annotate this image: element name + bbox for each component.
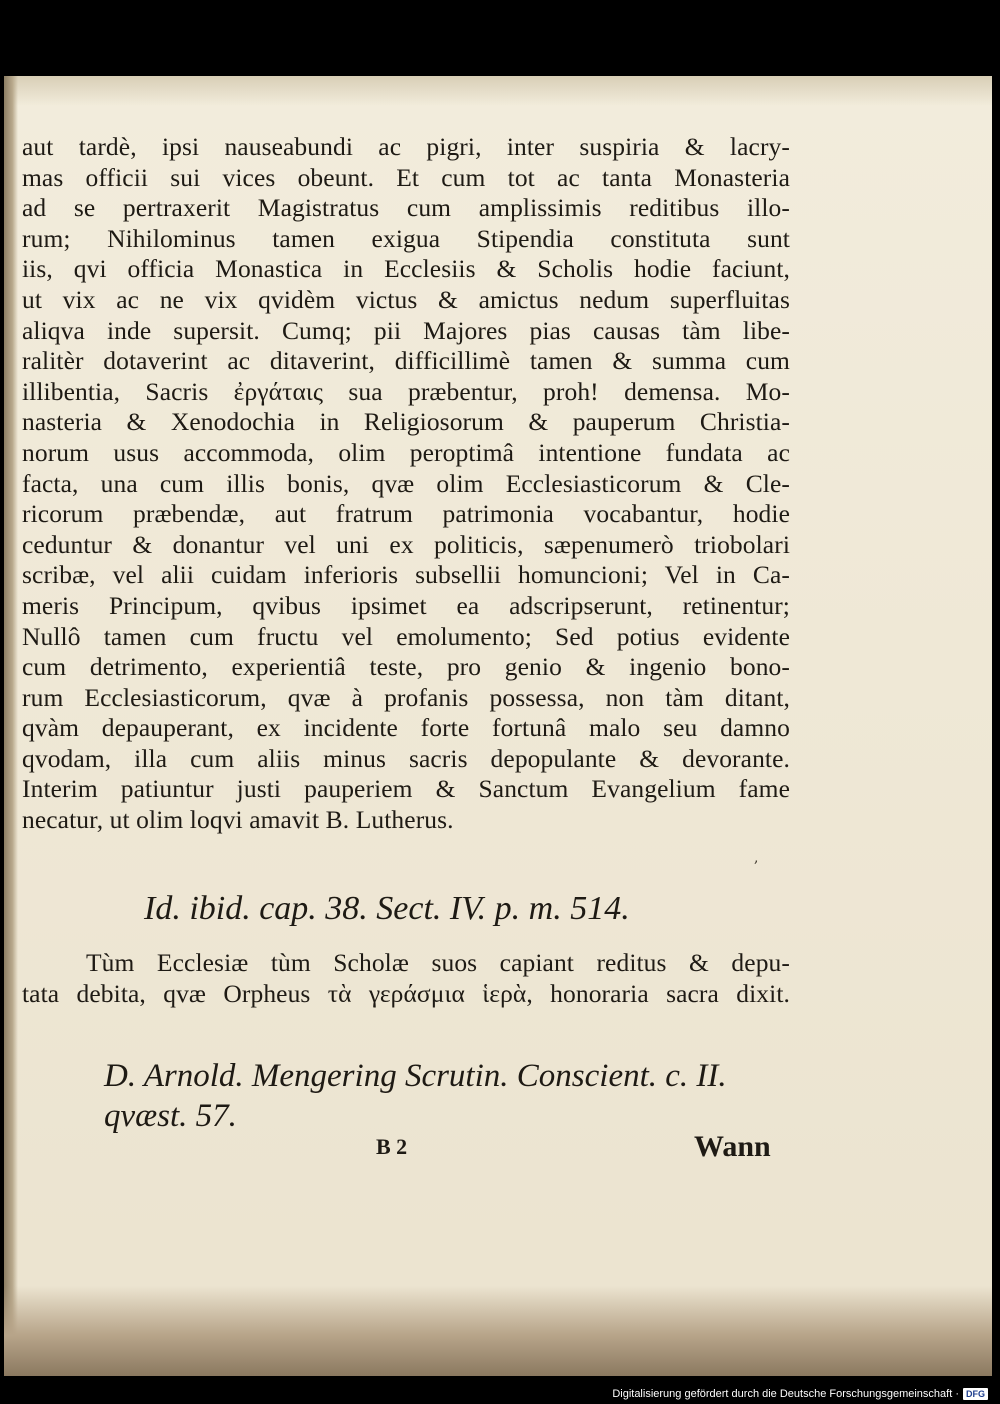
page-top-shadow: [4, 76, 992, 106]
paragraph-1: [22, 132, 790, 836]
text-line: meris Principum, qvibus ipsimet ea adscripserunt, retinentur;: [22, 590, 790, 620]
text-line: Nullô tamen cum fructu vel emolumento; Sed potius evidente: [22, 621, 790, 651]
catchword: Wann: [694, 1130, 771, 1163]
scanned-page: [4, 76, 992, 1376]
reference-line: qvæst. 57.: [104, 1098, 237, 1134]
text-line: norum usus accommoda, olim peroptimâ intentione fundata ac: [22, 437, 790, 467]
paragraph-2: [22, 948, 790, 1009]
signature-mark: B 2: [376, 1134, 408, 1159]
reference-line: D. Arnold. Mengering Scrutin. Conscient. c. II.: [104, 1058, 727, 1094]
text-line: ralitèr dotaverint ac ditaverint, difficillimè tamen & summa cum: [22, 346, 790, 376]
citation-heading: Id. ibid. cap. 38. Sect. IV. p. m. 514.: [144, 890, 630, 927]
text-line: nasteria & Xenodochia in Religiosorum & pauperum Christia-: [22, 407, 790, 437]
text-line: facta, una cum illis bonis, qvæ olim Ecclesiasticorum & Cle-: [22, 468, 790, 498]
text-line: ut vix ac ne vix qvidèm victus & amictus nedum superfluitas: [22, 284, 790, 314]
text-line: necatur, ut olim loqvi amavit B. Lutherus.: [22, 805, 454, 835]
text-line: ricorum præbendæ, aut fratrum patrimonia vocabantur, hodie: [22, 499, 790, 529]
text-line: Tùm Ecclesiæ tùm Scholæ suos capiant reditus & depu-: [86, 948, 790, 977]
reference-citation: [104, 1056, 727, 1136]
text-line: tata debita, qvæ Orpheus τὰ γεράσμια ἱερὰ, honoraria sacra dixit.: [22, 978, 790, 1008]
page-bottom-edge: [4, 1286, 992, 1376]
text-line: illibentia, Sacris ἐργάταις sua præbentur, proh! demensa. Mo-: [22, 376, 790, 406]
text-line: iis, qvi officia Monastica in Ecclesiis & Scholis hodie faciunt,: [22, 254, 790, 284]
text-line: qvodam, illa cum aliis minus sacris depopulante & devorante.: [22, 743, 790, 773]
text-line: Interim patiuntur justi pauperiem & Sanctum Evangelium fame: [22, 774, 790, 804]
text-line: cum detrimento, experientiâ teste, pro genio & ingenio bono-: [22, 652, 790, 682]
text-line: ad se pertraxerit Magistratus cum amplissimis reditibus illo-: [22, 193, 790, 223]
text-line: mas officii sui vices obeunt. Et cum tot ac tanta Monasteria: [22, 162, 790, 192]
dfg-logo: DFG: [963, 1388, 988, 1400]
text-line: ceduntur & donantur vel uni ex politicis, sæpenumerò triobolari: [22, 529, 790, 559]
text-line: rum Ecclesiasticorum, qvæ à profanis possessa, non tàm ditant,: [22, 682, 790, 712]
text-line: qvàm depauperant, ex incidente forte fortunâ malo seu damno: [22, 713, 790, 743]
footer-text: Digitalisierung gefördert durch die Deutsche Forschungsgemeinschaft ·: [612, 1388, 959, 1400]
ink-mark: ,: [754, 850, 759, 866]
page-left-edge: [4, 76, 18, 1376]
text-line: aut tardè, ipsi nauseabundi ac pigri, inter suspiria & lacry-: [22, 132, 790, 161]
text-line: aliqva inde supersit. Cumq; pii Majores pias causas tàm libe-: [22, 315, 790, 345]
text-line: rum; Nihilominus tamen exigua Stipendia constituta sunt: [22, 223, 790, 253]
text-line: scribæ, vel alii cuidam inferioris subsellii homuncioni; Vel in Ca-: [22, 560, 790, 590]
footer-credit: [612, 1388, 988, 1400]
